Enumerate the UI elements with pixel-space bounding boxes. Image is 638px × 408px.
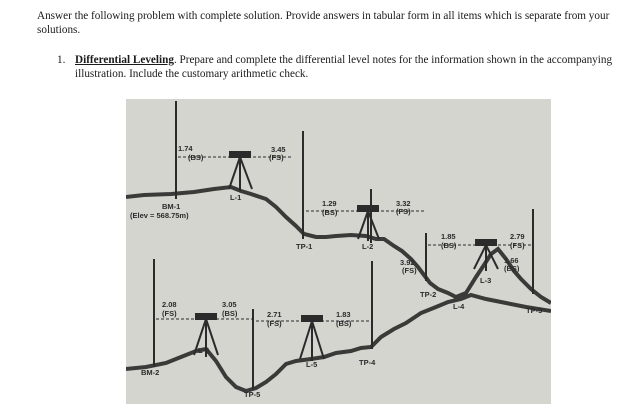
instrument-l3 (474, 240, 498, 271)
label-tp4: TP-4 (359, 358, 376, 367)
label-bs4-tag: (BS) (504, 264, 520, 273)
label-fs6-value: 2.71 (267, 310, 282, 319)
label-tp1: TP-1 (296, 242, 313, 251)
label-bs5-value: 3.05 (222, 300, 237, 309)
label-l3: L-3 (480, 276, 492, 285)
problem-body (75, 53, 617, 81)
label-tp2: TP-2 (420, 290, 437, 299)
label-bs6-value: 1.83 (336, 310, 351, 319)
label-fs4-tag: (FS) (510, 241, 525, 250)
label-bs2-value: 1.29 (322, 199, 337, 208)
label-bs1-value: 1.74 (178, 144, 193, 153)
problem-number: 1. (57, 54, 66, 66)
label-fs4-value: 2.79 (510, 232, 525, 241)
label-bs3-value: 1.85 (441, 232, 456, 241)
label-tp5: TP-5 (244, 390, 261, 399)
label-bs6-tag: (BS) (336, 319, 352, 328)
label-fs1-tag: (FS) (269, 153, 284, 162)
instrument-l1 (229, 152, 252, 191)
label-tp3: TP-3 (526, 306, 543, 315)
label-l6: L-6 (198, 346, 210, 355)
label-fs5-value: 2.08 (162, 300, 177, 309)
label-fs6-tag: (FS) (267, 319, 282, 328)
label-l2: L-2 (362, 242, 374, 251)
leveling-diagram (126, 99, 551, 404)
problem-text: . Prepare and complete the differential level notes for the information shown in the accompanying illustration. Include the customary arithmetic check. (75, 54, 613, 80)
label-bs1-tag: (BS) (188, 153, 204, 162)
label-fs2-tag: (FS) (396, 207, 411, 216)
label-fs3-value: 3.92 (400, 258, 415, 267)
instrument-l5 (300, 316, 324, 361)
label-l4: L-4 (453, 302, 465, 311)
problem-heading: Differential Leveling (75, 54, 174, 66)
problem-1 (57, 53, 617, 81)
label-bm1: BM-1 (162, 202, 181, 211)
label-bs5-tag: (BS) (222, 309, 238, 318)
label-fs3-tag: (FS) (402, 266, 417, 275)
label-bm2: BM-2 (141, 368, 160, 377)
leveling-illustration (126, 99, 551, 404)
label-fs2-value: 3.32 (396, 199, 411, 208)
label-bs3-tag: (BS) (441, 241, 457, 250)
label-bs4-value: 1.66 (504, 256, 519, 265)
instructions-text: Answer the following problem with complete solution. Provide answers in tabular form in all items which is separate from your solutions. (37, 10, 610, 36)
label-fs1-value: 3.45 (271, 145, 286, 154)
label-bs2-tag: (BS) (322, 208, 338, 217)
label-l5: L-5 (306, 360, 318, 369)
label-fs5-tag: (FS) (162, 309, 177, 318)
label-bm1-elev: (Elev = 568.75m) (130, 211, 189, 220)
label-l1: L-1 (230, 193, 242, 202)
